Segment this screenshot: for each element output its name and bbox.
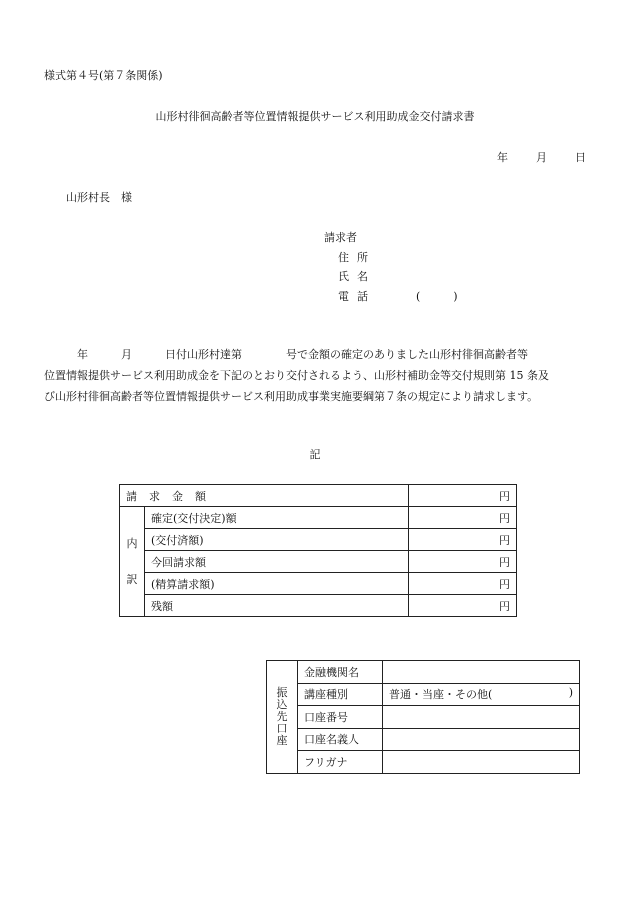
- row-label: (交付済額): [145, 529, 409, 551]
- table-row: [120, 485, 517, 507]
- date-line: [497, 149, 586, 165]
- yen-unit: 円: [409, 595, 517, 617]
- bank-name-field[interactable]: [383, 661, 580, 684]
- table-row: [267, 683, 580, 706]
- table-row: [120, 551, 517, 573]
- account-holder-field[interactable]: [383, 728, 580, 751]
- request-amount-label: 請求金額: [120, 485, 409, 507]
- amount-table: [119, 484, 517, 617]
- table-row: [120, 595, 517, 617]
- claimant-heading: 請求者: [324, 231, 357, 244]
- body-line-1: 年 月 日付山形村達第 号で金額の確定のありました山形村徘徊高齢者等: [44, 348, 528, 361]
- account-type-field[interactable]: 普通・当座・その他( ): [383, 683, 580, 706]
- body-text: [44, 344, 590, 407]
- breakdown-label: 内 訳: [120, 507, 145, 617]
- body-line-3: び山形村徘徊高齢者等位置情報提供サービス利用助成事業実施要綱第７条の規定により請求します。: [44, 390, 539, 403]
- transfer-account-label: 振 込 先 口 座: [267, 661, 298, 774]
- furigana-label: フリガナ: [298, 751, 383, 774]
- yen-unit: 円: [409, 485, 517, 507]
- date-day: 日: [575, 151, 586, 164]
- addressee: 山形村長 様: [66, 191, 132, 204]
- phone-label: 電話: [338, 289, 376, 303]
- table-row: [120, 507, 517, 529]
- date-month: 月: [536, 151, 547, 164]
- row-label: 今回請求額: [145, 551, 409, 573]
- body-line-2: 位置情報提供サービス利用助成金を下記のとおり交付されるよう、山形村補助金等交付規則第 15 条及: [44, 369, 549, 382]
- yen-unit: 円: [409, 551, 517, 573]
- phone-parens: ( ): [416, 289, 458, 303]
- table-row: [267, 661, 580, 684]
- bank-name-label: 金融機関名: [298, 661, 383, 684]
- table-row: [267, 706, 580, 729]
- account-type-label: 講座種別: [298, 683, 383, 706]
- name-label: 氏名: [338, 270, 376, 283]
- table-row: [267, 751, 580, 774]
- date-year: 年: [497, 151, 508, 164]
- account-number-label: 口座番号: [298, 706, 383, 729]
- table-row: [120, 529, 517, 551]
- yen-unit: 円: [409, 507, 517, 529]
- row-label: 確定(交付決定)額: [145, 507, 409, 529]
- bank-account-table: [266, 660, 580, 774]
- row-label: 残額: [145, 595, 409, 617]
- address-label: 住所: [338, 250, 376, 264]
- table-row: [120, 573, 517, 595]
- ki-heading: 記: [309, 448, 321, 461]
- table-row: [267, 728, 580, 751]
- account-number-field[interactable]: [383, 706, 580, 729]
- account-holder-label: 口座名義人: [298, 728, 383, 751]
- claimant-block: [324, 228, 458, 306]
- row-label: (精算請求額): [145, 573, 409, 595]
- form-number: 様式第４号(第７条関係): [44, 69, 163, 82]
- yen-unit: 円: [409, 573, 517, 595]
- document-title: 山形村徘徊高齢者等位置情報提供サービス利用助成金交付請求書: [155, 110, 475, 123]
- yen-unit: 円: [409, 529, 517, 551]
- furigana-field[interactable]: [383, 751, 580, 774]
